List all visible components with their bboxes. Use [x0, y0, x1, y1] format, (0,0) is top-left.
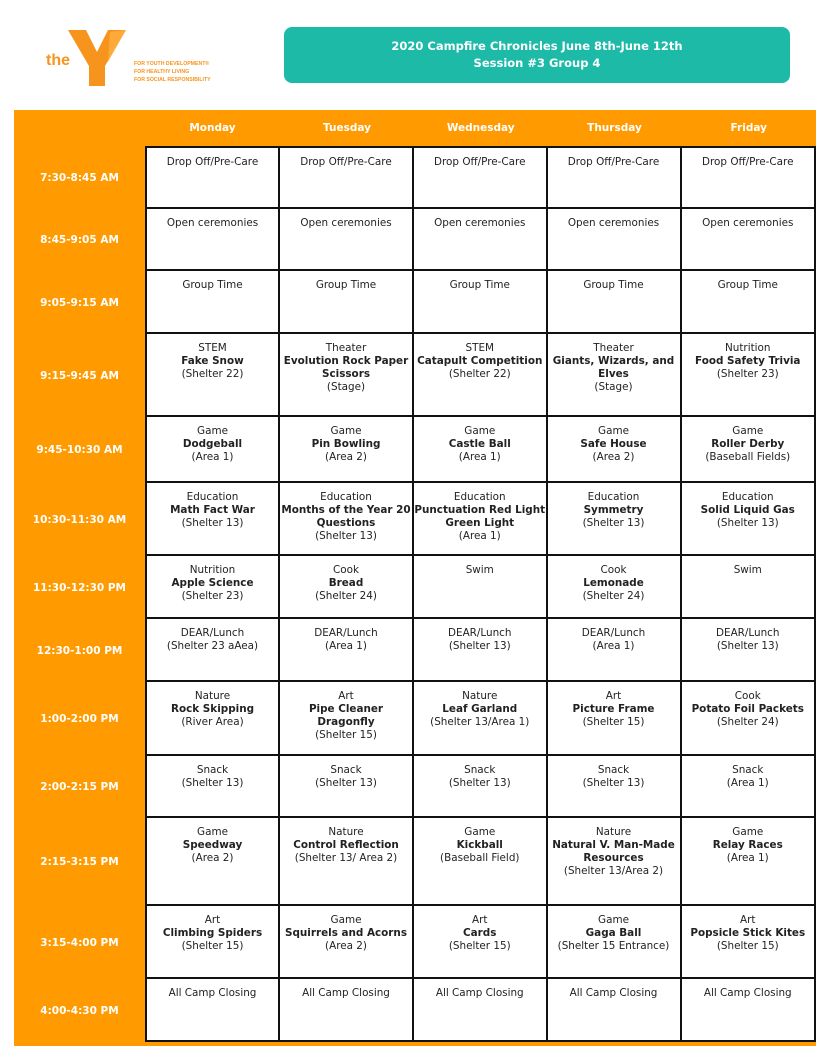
activity-name: Safe House — [580, 438, 647, 450]
activity-cell — [682, 682, 816, 756]
activity-cell — [145, 209, 280, 271]
activity-location: (Shelter 13/ Area 2) — [294, 852, 398, 864]
activity-category: Education — [453, 491, 506, 503]
activity-location: (Shelter 24) — [582, 590, 645, 602]
title-line-1: 2020 Campfire Chronicles June 8th-June 12th — [391, 39, 683, 53]
day-header: Wednesday — [446, 122, 515, 134]
activity-cell — [414, 682, 548, 756]
activity-cell — [548, 682, 682, 756]
time-slot: 3:15-4:00 PM — [40, 936, 119, 949]
activity-cell — [682, 334, 816, 417]
activity-cell — [414, 756, 548, 818]
activity-cell — [682, 271, 816, 334]
activity-cell — [548, 818, 682, 906]
activity-location: (Area 2) — [325, 940, 367, 952]
activity-cell — [682, 756, 816, 818]
activity-cell — [682, 146, 816, 209]
activity-category: Cook — [734, 690, 761, 702]
activity-category: Game — [464, 425, 496, 437]
activity-name: Lemonade — [583, 577, 644, 589]
activity-location: (Shelter 13) — [582, 777, 645, 789]
activity-cell — [548, 619, 682, 682]
activity-category: Game — [598, 425, 629, 437]
activity-location: (Area 2) — [191, 852, 234, 864]
activity-category: DEAR/Lunch — [448, 627, 512, 639]
activity-location: (Stage) — [594, 381, 633, 393]
activity-cell — [145, 619, 280, 682]
activity-cell — [548, 756, 682, 818]
ymca-logo — [44, 26, 234, 90]
time-slot: 9:45-10:30 AM — [36, 444, 123, 456]
time-slot: 10:30-11:30 AM — [32, 513, 127, 526]
activity-cell — [682, 209, 816, 271]
activity-location: (Shelter 13) — [448, 777, 511, 789]
activity-cell — [414, 417, 548, 483]
activity-cell — [548, 483, 682, 556]
activity-location: (Shelter 22) — [181, 368, 244, 380]
activity-category: Snack — [464, 764, 496, 776]
activity-category: Group Time — [315, 279, 377, 291]
activity-category: All Camp Closing — [703, 987, 792, 999]
activity-name: Giants, Wizards, and Elves — [552, 355, 675, 380]
title-line-2: Session #3 Group 4 — [473, 56, 601, 70]
activity-cell — [414, 556, 548, 619]
activity-cell — [414, 906, 548, 979]
activity-location: (River Area) — [181, 716, 244, 728]
logo-tagline-1: FOR YOUTH DEVELOPMENT® — [134, 61, 210, 67]
time-slot: 2:15-3:15 PM — [40, 856, 119, 868]
activity-cell — [682, 818, 816, 906]
activity-location: (Baseball Field) — [440, 852, 520, 864]
activity-name: Cards — [463, 927, 497, 939]
activity-name: Potato Foil Packets — [691, 703, 804, 715]
activity-cell — [280, 209, 414, 271]
activity-category: Nature — [462, 690, 498, 702]
activity-category: All Camp Closing — [435, 987, 524, 999]
activity-name: Bread — [328, 577, 364, 589]
activity-category: Game — [330, 425, 362, 437]
time-slot: 12:30-1:00 PM — [36, 644, 123, 657]
activity-cell — [682, 979, 816, 1042]
activity-cell — [280, 146, 414, 209]
activity-category: Open ceremonies — [434, 217, 526, 229]
day-header: Monday — [189, 122, 236, 134]
time-slot: 9:05-9:15 AM — [40, 296, 119, 309]
activity-cell — [280, 979, 414, 1042]
activity-location: (Area 1) — [592, 640, 635, 652]
activity-cell — [548, 979, 682, 1042]
activity-location: (Area 1) — [325, 640, 367, 652]
activity-name: Control Reflection — [293, 839, 399, 851]
activity-name: Natural V. Man-Made Resources — [552, 839, 675, 864]
activity-location: (Shelter 13/Area 1) — [430, 716, 530, 728]
activity-location: (Shelter 13) — [181, 777, 244, 789]
activity-name: Apple Science — [171, 577, 254, 589]
activity-cell — [414, 619, 548, 682]
activity-location: (Area 1) — [726, 852, 769, 864]
day-header: Thursday — [587, 122, 642, 134]
activity-category: Snack — [597, 764, 630, 776]
activity-name: Squirrels and Acorns — [284, 927, 408, 939]
activity-cell — [280, 556, 414, 619]
activity-cell — [548, 146, 682, 209]
activity-cell — [145, 818, 280, 906]
activity-name: Pin Bowling — [311, 438, 381, 450]
activity-location: (Area 2) — [325, 451, 367, 463]
activity-location: (Shelter 13) — [315, 530, 377, 542]
activity-category: Drop Off/Pre-Care — [300, 156, 392, 168]
activity-category: Cook — [600, 564, 627, 576]
activity-category: Nutrition — [725, 342, 771, 354]
page-title — [284, 27, 790, 83]
activity-name: Leaf Garland — [442, 703, 518, 715]
activity-category: Drop Off/Pre-Care — [166, 156, 259, 168]
activity-location: (Area 1) — [458, 530, 501, 542]
time-slot: 9:15-9:45 AM — [40, 369, 119, 382]
activity-name: Solid Liquid Gas — [700, 504, 795, 516]
activity-location: (Shelter 23 aAea) — [166, 640, 259, 652]
activity-category: Nature — [328, 826, 364, 838]
activity-cell — [145, 906, 280, 979]
activity-cell — [548, 271, 682, 334]
activity-category: Group Time — [182, 279, 243, 291]
activity-cell — [682, 556, 816, 619]
activity-cell — [280, 682, 414, 756]
time-slot: 7:30-8:45 AM — [40, 171, 119, 184]
schedule-grid — [14, 110, 816, 1042]
activity-cell — [548, 209, 682, 271]
activity-category: Game — [598, 914, 629, 926]
activity-category: STEM — [198, 342, 227, 354]
activity-cell — [145, 483, 280, 556]
activity-location: (Shelter 15) — [716, 940, 779, 952]
activity-category: Education — [186, 491, 239, 503]
activity-category: Game — [732, 425, 764, 437]
activity-cell — [682, 417, 816, 483]
activity-name: Catapult Competition — [417, 355, 543, 367]
schedule-table — [14, 110, 816, 1046]
activity-category: Nature — [595, 826, 632, 838]
activity-cell — [280, 271, 414, 334]
activity-category: All Camp Closing — [569, 987, 658, 999]
activity-cell — [414, 209, 548, 271]
activity-location: (Shelter 13/Area 2) — [563, 865, 664, 877]
logo-word: the — [46, 52, 70, 69]
activity-cell — [414, 271, 548, 334]
activity-location: (Shelter 13) — [716, 640, 779, 652]
logo-badge: YMCA — [107, 63, 120, 79]
activity-category: Swim — [465, 564, 494, 576]
activity-category: Open ceremonies — [567, 217, 660, 229]
activity-location: (Shelter 13) — [181, 517, 244, 529]
activity-category: Snack — [330, 764, 362, 776]
activity-category: DEAR/Lunch — [581, 627, 646, 639]
activity-category: Game — [732, 826, 764, 838]
activity-location: (Shelter 13) — [315, 777, 377, 789]
activity-location: (Shelter 13) — [716, 517, 779, 529]
activity-name: Rock Skipping — [170, 703, 255, 715]
activity-name: Gaga Ball — [585, 927, 642, 939]
activity-cell — [414, 146, 548, 209]
activity-category: Open ceremonies — [300, 217, 392, 229]
activity-category: Snack — [196, 764, 229, 776]
activity-cell — [145, 271, 280, 334]
activity-category: Game — [197, 425, 228, 437]
activity-location: (Shelter 15) — [181, 940, 244, 952]
activity-category: Open ceremonies — [702, 217, 794, 229]
activity-category: DEAR/Lunch — [180, 627, 245, 639]
activity-name: Relay Races — [712, 839, 783, 851]
activity-category: Art — [740, 914, 756, 926]
activity-cell — [682, 906, 816, 979]
activity-cell — [145, 682, 280, 756]
activity-name: Speedway — [182, 839, 243, 851]
activity-category: All Camp Closing — [302, 987, 390, 999]
activity-location: (Shelter 23) — [716, 368, 779, 380]
activity-name: Evolution Rock Paper Scissors — [283, 355, 409, 380]
activity-cell — [280, 483, 414, 556]
activity-location: (Shelter 24) — [716, 716, 779, 728]
activity-location: (Shelter 15 Entrance) — [557, 940, 670, 952]
activity-cell — [414, 334, 548, 417]
activity-category: Nutrition — [189, 564, 236, 576]
activity-location: (Shelter 22) — [448, 368, 511, 380]
activity-cell — [145, 556, 280, 619]
activity-category: Cook — [333, 564, 359, 576]
ymca-y-icon — [66, 26, 132, 88]
activity-location: (Shelter 13) — [448, 640, 511, 652]
activity-cell — [145, 417, 280, 483]
activity-category: Game — [464, 826, 496, 838]
activity-category: Game — [197, 826, 228, 838]
logo-tagline-3: FOR SOCIAL RESPONSIBILITY — [134, 77, 211, 84]
activity-cell — [414, 483, 548, 556]
activity-name: Fake Snow — [181, 355, 244, 367]
activity-category: Drop Off/Pre-Care — [567, 156, 660, 168]
time-slot: 11:30-12:30 PM — [32, 581, 126, 594]
activity-location: (Shelter 15) — [315, 729, 377, 741]
activity-category: Education — [587, 491, 640, 503]
activity-category: DEAR/Lunch — [716, 627, 780, 639]
activity-category: Art — [605, 690, 622, 702]
activity-cell — [414, 818, 548, 906]
activity-location: (Area 1) — [191, 451, 234, 463]
activity-name: Picture Frame — [572, 703, 655, 715]
activity-cell — [548, 906, 682, 979]
activity-category: Group Time — [717, 279, 778, 291]
activity-category: Education — [320, 491, 372, 503]
corner-cell — [14, 110, 145, 146]
logo-tagline-2: FOR HEALTHY LIVING — [134, 69, 190, 76]
activity-cell — [548, 556, 682, 619]
day-header: Friday — [730, 122, 767, 134]
activity-name: Symmetry — [583, 504, 644, 516]
activity-name: Castle Ball — [448, 438, 511, 450]
activity-cell — [548, 417, 682, 483]
activity-name: Punctuation Red Light Green Light — [414, 504, 546, 529]
activity-cell — [145, 334, 280, 417]
activity-category: Group Time — [449, 279, 510, 291]
activity-name: Kickball — [456, 839, 503, 851]
activity-category: Art — [338, 690, 354, 702]
activity-cell — [280, 756, 414, 818]
activity-name: Math Fact War — [170, 504, 255, 516]
activity-category: STEM — [465, 342, 494, 354]
activity-location: (Baseball Fields) — [705, 451, 791, 463]
activity-location: (Area 2) — [592, 451, 635, 463]
time-slot: 4:00-4:30 PM — [40, 1004, 119, 1017]
activity-category: All Camp Closing — [168, 987, 257, 999]
activity-cell — [280, 818, 414, 906]
activity-category: Education — [721, 491, 774, 503]
activity-name: Pipe Cleaner Dragonfly — [308, 703, 384, 728]
activity-location: (Shelter 23) — [181, 590, 244, 602]
activity-cell — [682, 483, 816, 556]
activity-cell — [414, 979, 548, 1042]
activity-category: Theater — [325, 342, 367, 354]
activity-location: (Shelter 15) — [582, 716, 645, 728]
activity-category: DEAR/Lunch — [314, 627, 378, 639]
activity-location: (Shelter 24) — [315, 590, 377, 602]
activity-cell — [145, 979, 280, 1042]
activity-location: (Area 1) — [726, 777, 769, 789]
time-slot: 8:45-9:05 AM — [40, 234, 119, 246]
activity-cell — [280, 906, 414, 979]
activity-name: Food Safety Trivia — [695, 355, 801, 367]
activity-category: Group Time — [583, 279, 644, 291]
activity-location: (Area 1) — [458, 451, 501, 463]
day-header: Tuesday — [323, 122, 371, 134]
activity-cell — [280, 417, 414, 483]
activity-location: (Shelter 13) — [582, 517, 645, 529]
time-slot: 2:00-2:15 PM — [40, 781, 119, 793]
time-slot: 1:00-2:00 PM — [40, 713, 119, 725]
activity-cell — [682, 619, 816, 682]
activity-category: Drop Off/Pre-Care — [702, 156, 794, 168]
activity-cell — [145, 756, 280, 818]
logo-tagline — [134, 60, 211, 85]
activity-category: Art — [472, 914, 488, 926]
activity-category: Swim — [733, 564, 762, 576]
activity-category: Open ceremonies — [166, 217, 259, 229]
activity-location: (Shelter 15) — [448, 940, 511, 952]
activity-category: Drop Off/Pre-Care — [434, 156, 526, 168]
activity-category: Game — [330, 914, 362, 926]
activity-name: Roller Derby — [711, 438, 785, 450]
activity-cell — [548, 334, 682, 417]
activity-cell — [145, 146, 280, 209]
activity-name: Months of the Year 20 Questions — [281, 504, 411, 529]
activity-name: Popsicle Stick Kites — [690, 927, 806, 939]
activity-location: (Stage) — [326, 381, 366, 393]
activity-name: Climbing Spiders — [162, 927, 263, 939]
activity-category: Snack — [732, 764, 764, 776]
activity-name: Dodgeball — [182, 438, 243, 450]
activity-category: Art — [204, 914, 221, 926]
activity-cell — [280, 334, 414, 417]
activity-category: Nature — [194, 690, 231, 702]
activity-cell — [280, 619, 414, 682]
activity-category: Theater — [593, 342, 634, 354]
